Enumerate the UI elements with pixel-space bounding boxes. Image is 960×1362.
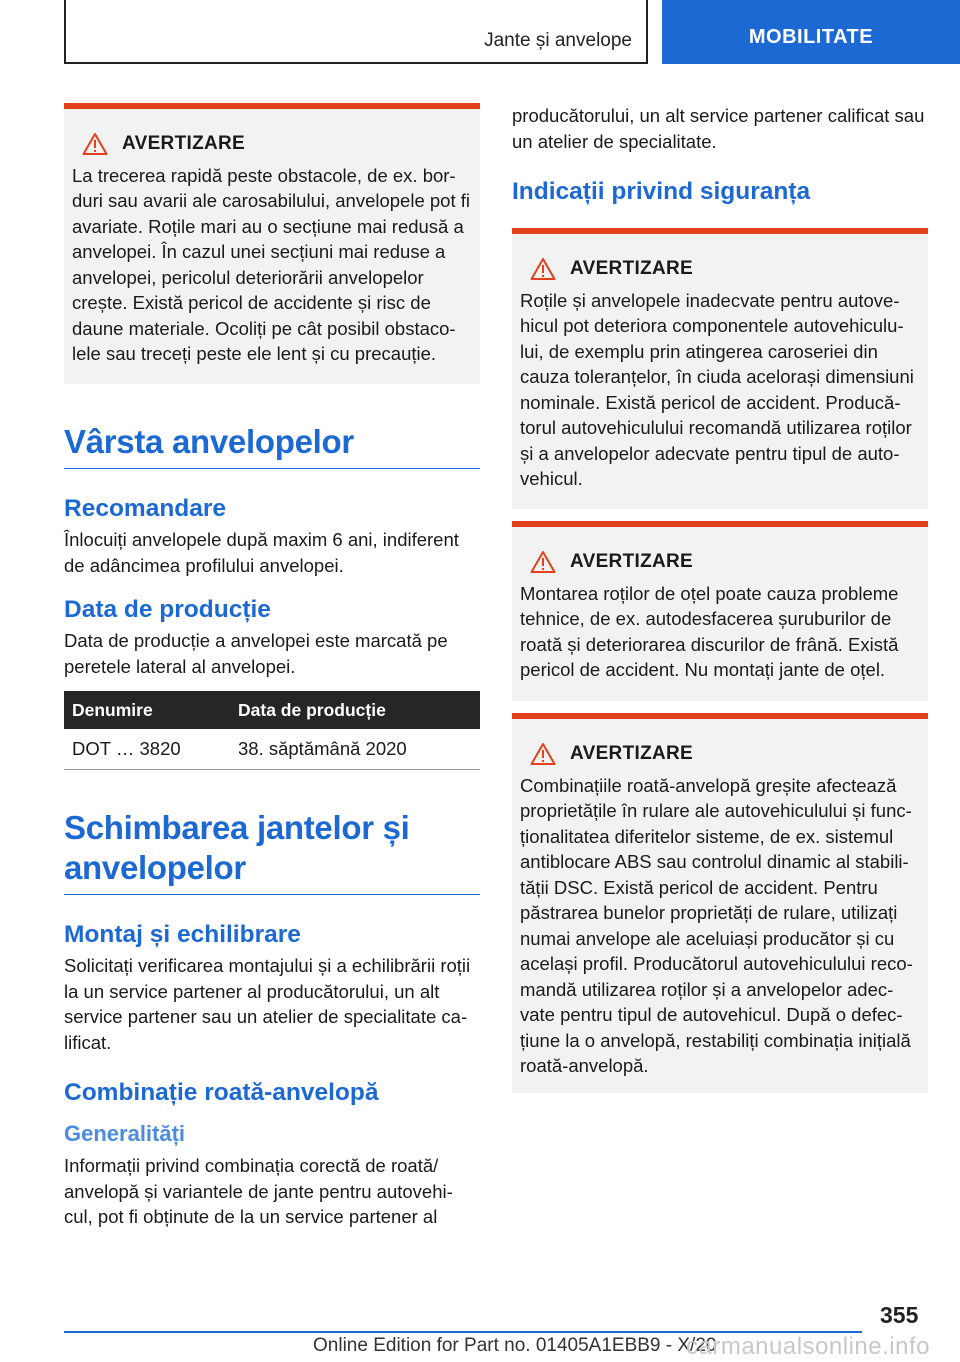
header-section-title: Jante și anvelope bbox=[484, 30, 632, 51]
warning-text: Roțile și anvelopele inadecvate pentru autove-hicul pot deteriora componentele autovehiculu-lui, de exemplu prin atingerea caroseriei din cauza toleranțelor, în ciuda acelorași dimensiuni nominale. Există pericol de accident. Producă-torul autovehiculului recomandă utilizarea roților și a anvelopelor adecvate pentru tipul de auto-vehicul. bbox=[520, 289, 914, 489]
warning-triangle-icon bbox=[530, 550, 556, 574]
warning-text: Montarea roților de oțel poate cauza probleme tehnice, de ex. autodesfacerea șuruburilor de roată și deteriorarea discurilor de frână. Există pericol de accident. Nu montați jante de oțel. bbox=[520, 582, 899, 680]
heading-wheel-tire-combination: Combinație roată-anvelopă bbox=[64, 1079, 379, 1106]
warning-triangle-icon bbox=[82, 132, 108, 156]
right-column bbox=[512, 103, 928, 1093]
heading-recommendation: Recomandare bbox=[64, 495, 227, 522]
page-number: 355 bbox=[880, 1302, 919, 1328]
warning-box-steel-wheels bbox=[512, 521, 928, 701]
warning-title: AVERTIZARE bbox=[570, 743, 693, 764]
watermark: carmanualsonline.info bbox=[686, 1333, 930, 1360]
warning-header bbox=[72, 131, 472, 157]
warning-text: La trecerea rapidă peste obstacole, de ex. bor-duri sau avarii ale carosabilului, anvelopele pot fi avariate. Roțile mari au o secțiune mai redusă a anvelopei. În cazul unei secțiuni mai reduse a anvelopei, pericolul deteriorării anvelopelor crește. Există pericol de accidente și risc de daune materiale. Ocoliți pe cât posibil obstaco-lele sau treceți peste ele lent și cu precauție. bbox=[72, 164, 470, 364]
warning-header bbox=[520, 256, 920, 282]
mounting-text: Solicitați verificarea montajului și a echilibrării roții la un service partener al producătorului, un alt service partener sau un atelier de specialitate ca-lificat. bbox=[64, 955, 471, 1053]
header-chapter-tab: MOBILITATE bbox=[662, 0, 960, 64]
table-header-row bbox=[64, 691, 480, 729]
heading-general: Generalități bbox=[64, 1121, 186, 1146]
warning-triangle-icon bbox=[530, 257, 556, 281]
warning-header bbox=[520, 549, 920, 575]
table-header-cell: Denumire bbox=[64, 691, 230, 729]
warning-triangle-icon bbox=[530, 742, 556, 766]
header-frame bbox=[64, 0, 648, 64]
warning-box-wrong-combination bbox=[512, 713, 928, 1093]
heading-change-wheels: Schimbarea jantelor și anvelopelor bbox=[64, 808, 480, 895]
left-column bbox=[64, 103, 480, 1230]
heading-tire-age: Vârsta anvelopelor bbox=[64, 422, 480, 469]
production-date-table bbox=[64, 691, 480, 770]
table-cell: DOT … 3820 bbox=[64, 729, 230, 770]
table-cell: 38. săptămână 2020 bbox=[230, 729, 480, 770]
warning-title: AVERTIZARE bbox=[570, 258, 693, 279]
warning-box-obstacles bbox=[64, 103, 480, 384]
heading-production-date: Data de producție bbox=[64, 596, 271, 623]
general-text: Informații privind combinația corectă de roată/ anvelopă și variantele de jante pentru autovehi-cul, pot fi obținute de la un service partener al bbox=[64, 1155, 453, 1227]
table-row bbox=[64, 729, 480, 770]
warning-text: Combinațiile roată-anvelopă greșite afectează proprietățile în rulare ale autovehiculului și func-ționalitatea diferitelor sisteme, de ex. sistemul antiblocare ABS sau controlul dinamic al stabili-tății DSC. Există pericol de accident. Pentru păstrarea bunelor proprietăți de rulare, utilizați numai anvelope ale aceluiași producător și cu același profil. Producătorul autovehiculului reco-mandă utilizarea roților și a anvelopelor adec-vate pentru tipul de autovehicul. După o defec-țiune la o anvelopă, restabiliți combinația inițială roată-anvelopă. bbox=[520, 774, 913, 1076]
footer-edition: Online Edition for Part no. 01405A1EBB9 - X/20 bbox=[313, 1335, 717, 1356]
continued-text: producătorului, un alt service partener calificat sau un atelier de specialitate. bbox=[512, 105, 925, 152]
recommendation-text: Înlocuiți anvelopele după maxim 6 ani, indiferent de adâncimea profilului anvelopei. bbox=[64, 529, 459, 576]
warning-title: AVERTIZARE bbox=[570, 551, 693, 572]
warning-box-unsuitable-wheels bbox=[512, 228, 928, 509]
table-header-cell: Data de producție bbox=[230, 691, 480, 729]
heading-safety-notes: Indicații privind siguranța bbox=[512, 178, 811, 205]
production-date-text: Data de producție a anvelopei este marcată pe peretele lateral al anvelopei. bbox=[64, 630, 448, 677]
warning-header bbox=[520, 741, 920, 767]
heading-mounting-balancing: Montaj și echilibrare bbox=[64, 921, 301, 948]
warning-title: AVERTIZARE bbox=[122, 133, 245, 154]
